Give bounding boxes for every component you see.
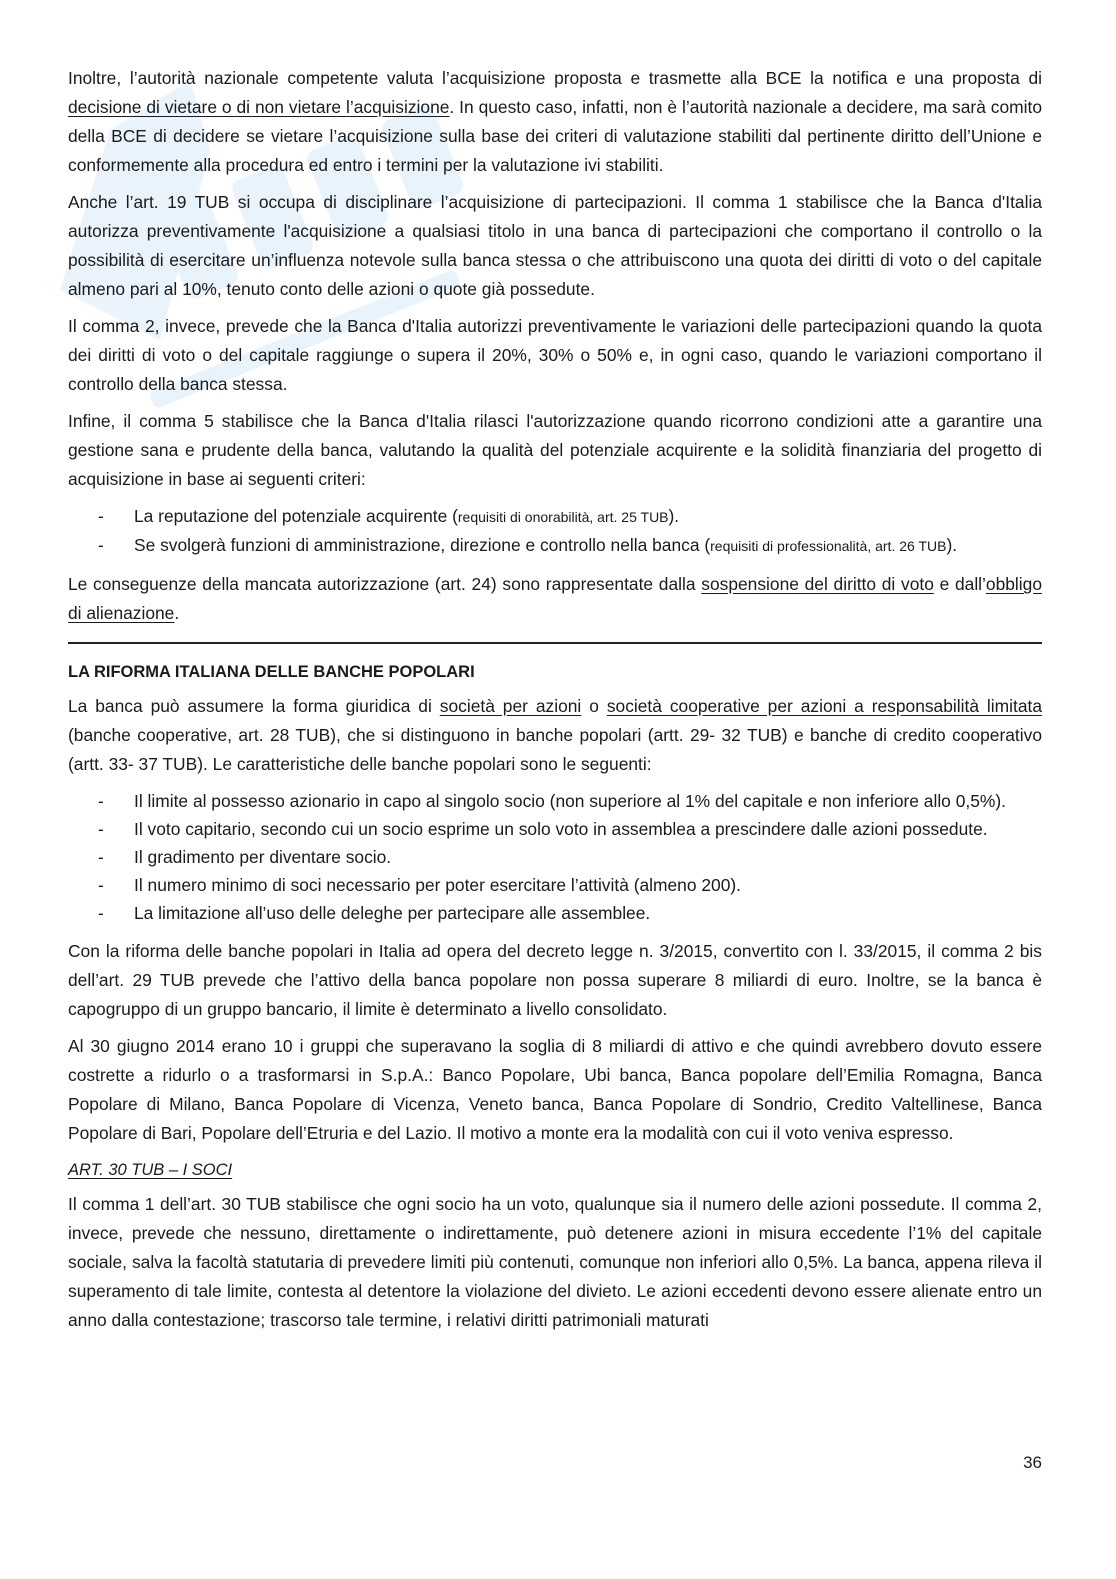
small-text: requisiti di professionalità, art. 26 TUB [710, 538, 947, 554]
section-heading-riforma: LA RIFORMA ITALIANA DELLE BANCHE POPOLARI [68, 663, 475, 681]
text-run: Se svolgerà funzioni di amministrazione, direzione e controllo nella banca ( [134, 535, 711, 555]
small-text: requisiti di onorabilità, art. 25 TUB [457, 509, 669, 525]
section-divider [68, 642, 1042, 644]
features-list [68, 787, 1042, 927]
text-run: . [174, 603, 180, 623]
text-run: ). [668, 506, 680, 526]
underlined-text: decisione di vietare o di non vietare l’acquisizione [68, 97, 450, 117]
text-run: Inoltre, l’autorità nazionale competente valuta l’acquisizione proposta e trasmette alla BCE la notifica e una proposta di [68, 68, 1042, 88]
text-run: La banca può assumere la forma giuridica di [68, 696, 440, 716]
paragraph-bce-acquisition [68, 64, 1042, 180]
criteria-list [68, 502, 1042, 560]
paragraph-comma2: Il comma 2, invece, prevede che la Banca d'Italia autorizzi preventivamente le variazioni delle partecipazioni quando la quota dei diritti di voto o del capitale raggiunge o supera il 20%, 30% o 50% e, in ogni caso, quando le variazioni comportano il controllo della banca stessa. [68, 316, 1042, 394]
page-content [68, 64, 1042, 1343]
paragraph-art19: Anche l’art. 19 TUB si occupa di disciplinare l’acquisizione di partecipazioni. Il comma 1 stabilisce che la Banca d'Italia autorizza preventivamente l'acquisizione a qualsiasi titolo in una banca di partecipazioni che comportano il controllo o la possibilità di esercitare un’influenza notevole sulla banca stessa o che attribuiscono una quota dei diritti di voto o del capitale almeno pari al 10%, tenuto conto delle azioni o quote già possedute. [68, 192, 1042, 299]
paragraph-comma5: Infine, il comma 5 stabilisce che la Banca d'Italia rilasci l'autorizzazione quando ricorrono condizioni atte a garantire una gestione sana e prudente della banca, valutando la qualità del potenziale acquirente e la solidità finanziaria del progetto di acquisizione in base ai seguenti criteri: [68, 411, 1042, 489]
list-item: - Il numero minimo di soci necessario per poter esercitare l’attività (almeno 200). [68, 871, 1042, 899]
text-run: (banche cooperative, art. 28 TUB), che si distinguono in banche popolari (artt. 29- 32 TUB) e banche di credito cooperativo (artt. 33- 37 TUB). Le caratteristiche delle banche popolari sono le seguenti: [68, 725, 1042, 774]
list-item: - Il voto capitario, secondo cui un socio esprime un solo voto in assemblea a prescindere dalle azioni possedute. [68, 815, 1042, 843]
paragraph-forma-giuridica [68, 692, 1042, 779]
section-heading-art30: ART. 30 TUB – I SOCI [68, 1161, 233, 1179]
list-item: - Il gradimento per diventare socio. [68, 843, 1042, 871]
paragraph-consequences [68, 570, 1042, 628]
list-item [68, 502, 1042, 531]
paragraph-riforma-2015: Con la riforma delle banche popolari in Italia ad opera del decreto legge n. 3/2015, convertito con l. 33/2015, il comma 2 bis dell’art. 29 TUB prevede che l’attivo della banca popolare non possa superare 8 miliardi di euro. Inoltre, se la banca è capogruppo di un gruppo bancario, il limite è determinato a livello consolidato. [68, 941, 1042, 1019]
text-run: . In questo caso, infatti, non è l’autorità nazionale a decidere, ma sarà comito della BCE di decidere se vietare l’acquisizione sulla base dei criteri di valutazione stabiliti dal pertinente diritto dell’Unione e conformemente alla procedura ed entro i termini per la valutazione ivi stabiliti. [68, 97, 1043, 175]
text-run: Le conseguenze della mancata autorizzazione (art. 24) sono rappresentate dalla [68, 574, 702, 594]
underlined-text: società per azioni [439, 696, 582, 716]
list-item: - La limitazione all’uso delle deleghe per partecipare alle assemblee. [68, 899, 1042, 927]
list-item: - Il limite al possesso azionario in capo al singolo socio (non superiore al 1% del capitale e non inferiore allo 0,5%). [68, 787, 1042, 815]
text-run: e dall’ [933, 574, 986, 594]
list-item [68, 531, 1042, 560]
text-run: ). [946, 535, 958, 555]
underlined-text: obbligo di alienazione [68, 574, 1043, 623]
text-run: La reputazione del potenziale acquirente ( [134, 506, 458, 526]
underlined-text: sospensione del diritto di voto [701, 574, 934, 594]
paragraph-art30: Il comma 1 dell’art. 30 TUB stabilisce che ogni socio ha un voto, qualunque sia il numero delle azioni possedute. Il comma 2, invece, prevede che nessuno, direttamente o indirettamente, può detenere azioni in misura eccedente l’1% del capitale sociale, salva la facoltà statutaria di prevedere limiti più contenuti, comunque non inferiori allo 0,5%. La banca, appena rileva il superamento di tale limite, contesta al detentore la violazione del divieto. Le azioni eccedenti devono essere alienate entro un anno dalla contestazione; trascorso tale termine, i relativi diritti patrimoniali maturati [68, 1194, 1042, 1330]
page-number: 36 [1023, 1453, 1042, 1472]
underlined-text: società cooperative per azioni a responsabilità limitata [606, 696, 1043, 716]
text-run: o [581, 696, 607, 716]
paragraph-gruppi-2014: Al 30 giugno 2014 erano 10 i gruppi che superavano la soglia di 8 miliardi di attivo e che quindi avrebbero dovuto essere costrette a ridurlo o a trasformarsi in S.p.A.: Banco Popolare, Ubi banca, Banca popolare dell’Emilia Romagna, Banca Popolare di Milano, Banca Popolare di Vicenza, Veneto banca, Banca Popolare di Sondrio, Credito Valtellinese, Banca Popolare di Bari, Popolare dell’Etruria e del Lazio. Il motivo a monte era la modalità con cui il voto veniva espresso. [68, 1036, 1042, 1143]
